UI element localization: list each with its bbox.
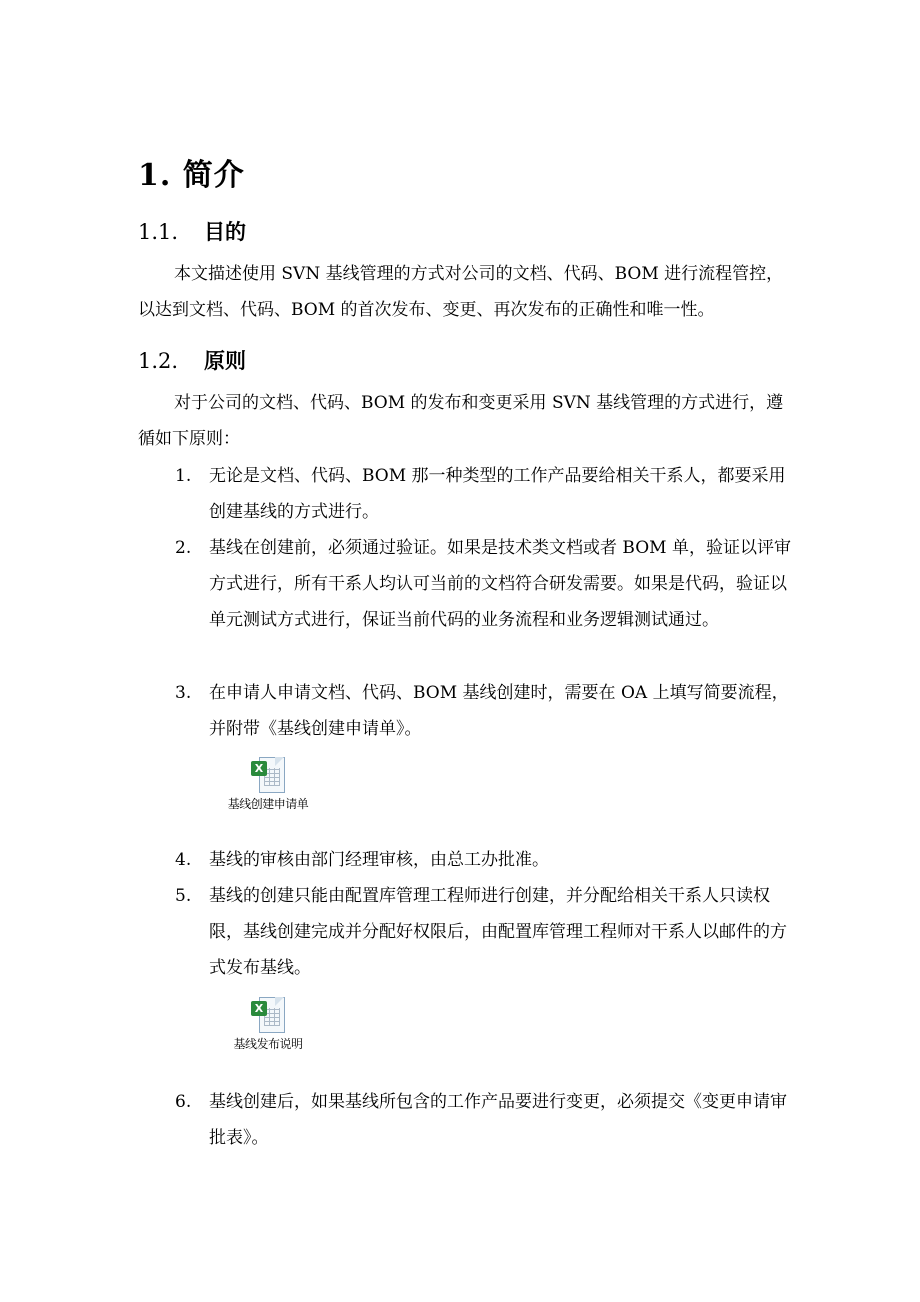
attachment-baseline-release[interactable]	[208, 997, 328, 1052]
list-item-text: 基线创建后，如果基线所包含的工作产品要进行变更，必须提交《变更申请审批表》。	[209, 1092, 787, 1148]
list-item-number: 2.	[175, 538, 192, 558]
principles-number: 1.2.	[138, 349, 179, 373]
list-item-number: 1.	[175, 466, 192, 486]
list-item	[175, 878, 795, 986]
list-item	[175, 842, 795, 878]
purpose-number: 1.1.	[138, 220, 179, 244]
list-item-number: 3.	[175, 683, 192, 703]
section-title: 简介	[182, 158, 245, 193]
list-item-text: 基线的创建只能由配置库管理工程师进行创建，并分配给相关干系人只读权限，基线创建完成并分配好权限后，由配置库管理工程师对干系人以邮件的方式发布基线。	[209, 886, 787, 978]
principles-title: 原则	[204, 348, 246, 373]
attachment-label: 基线发布说明	[233, 1037, 303, 1051]
section-heading	[138, 150, 245, 194]
purpose-paragraph: 本文描述使用 SVN 基线管理的方式对公司的文档、代码、BOM 进行流程管控，以达到文档、代码、BOM 的首次发布、变更、再次发布的正确性和唯一性。	[138, 264, 784, 320]
list-item-number: 5.	[175, 886, 192, 906]
attachment-baseline-request[interactable]	[208, 757, 328, 812]
purpose-title: 目的	[204, 219, 246, 244]
list-item	[175, 530, 795, 638]
list-item	[175, 458, 795, 530]
list-item-text: 在申请人申请文档、代码、BOM 基线创建时，需要在 OA 上填写简要流程，并附带《基线创建申请单》。	[209, 683, 789, 739]
principles-intro: 对于公司的文档、代码、BOM 的发布和变更采用 SVN 基线管理的方式进行，遵循如下原则：	[138, 393, 784, 449]
list-item-text: 基线在创建前，必须通过验证。如果是技术类文档或者 BOM 单，验证以评审方式进行，所有干系人均认可当前的文档符合研发需要。如果是代码，验证以单元测试方式进行，保证当前代码的业务流程和业务逻辑测试通过。	[209, 538, 791, 630]
excel-file-icon: X	[249, 757, 287, 793]
excel-file-icon: X	[249, 997, 287, 1033]
list-item	[175, 1084, 795, 1156]
list-item-number: 6.	[175, 1092, 192, 1112]
principles-heading	[138, 345, 246, 375]
list-item-text: 无论是文档、代码、BOM 那一种类型的工作产品要给相关干系人，都要采用创建基线的方式进行。	[209, 466, 786, 522]
list-item	[175, 675, 795, 747]
list-item-text: 基线的审核由部门经理审核，由总工办批准。	[209, 850, 549, 870]
section-number: 1.	[138, 158, 172, 193]
purpose-heading	[138, 216, 246, 246]
attachment-label: 基线创建申请单	[227, 797, 309, 811]
list-item-number: 4.	[175, 850, 192, 870]
